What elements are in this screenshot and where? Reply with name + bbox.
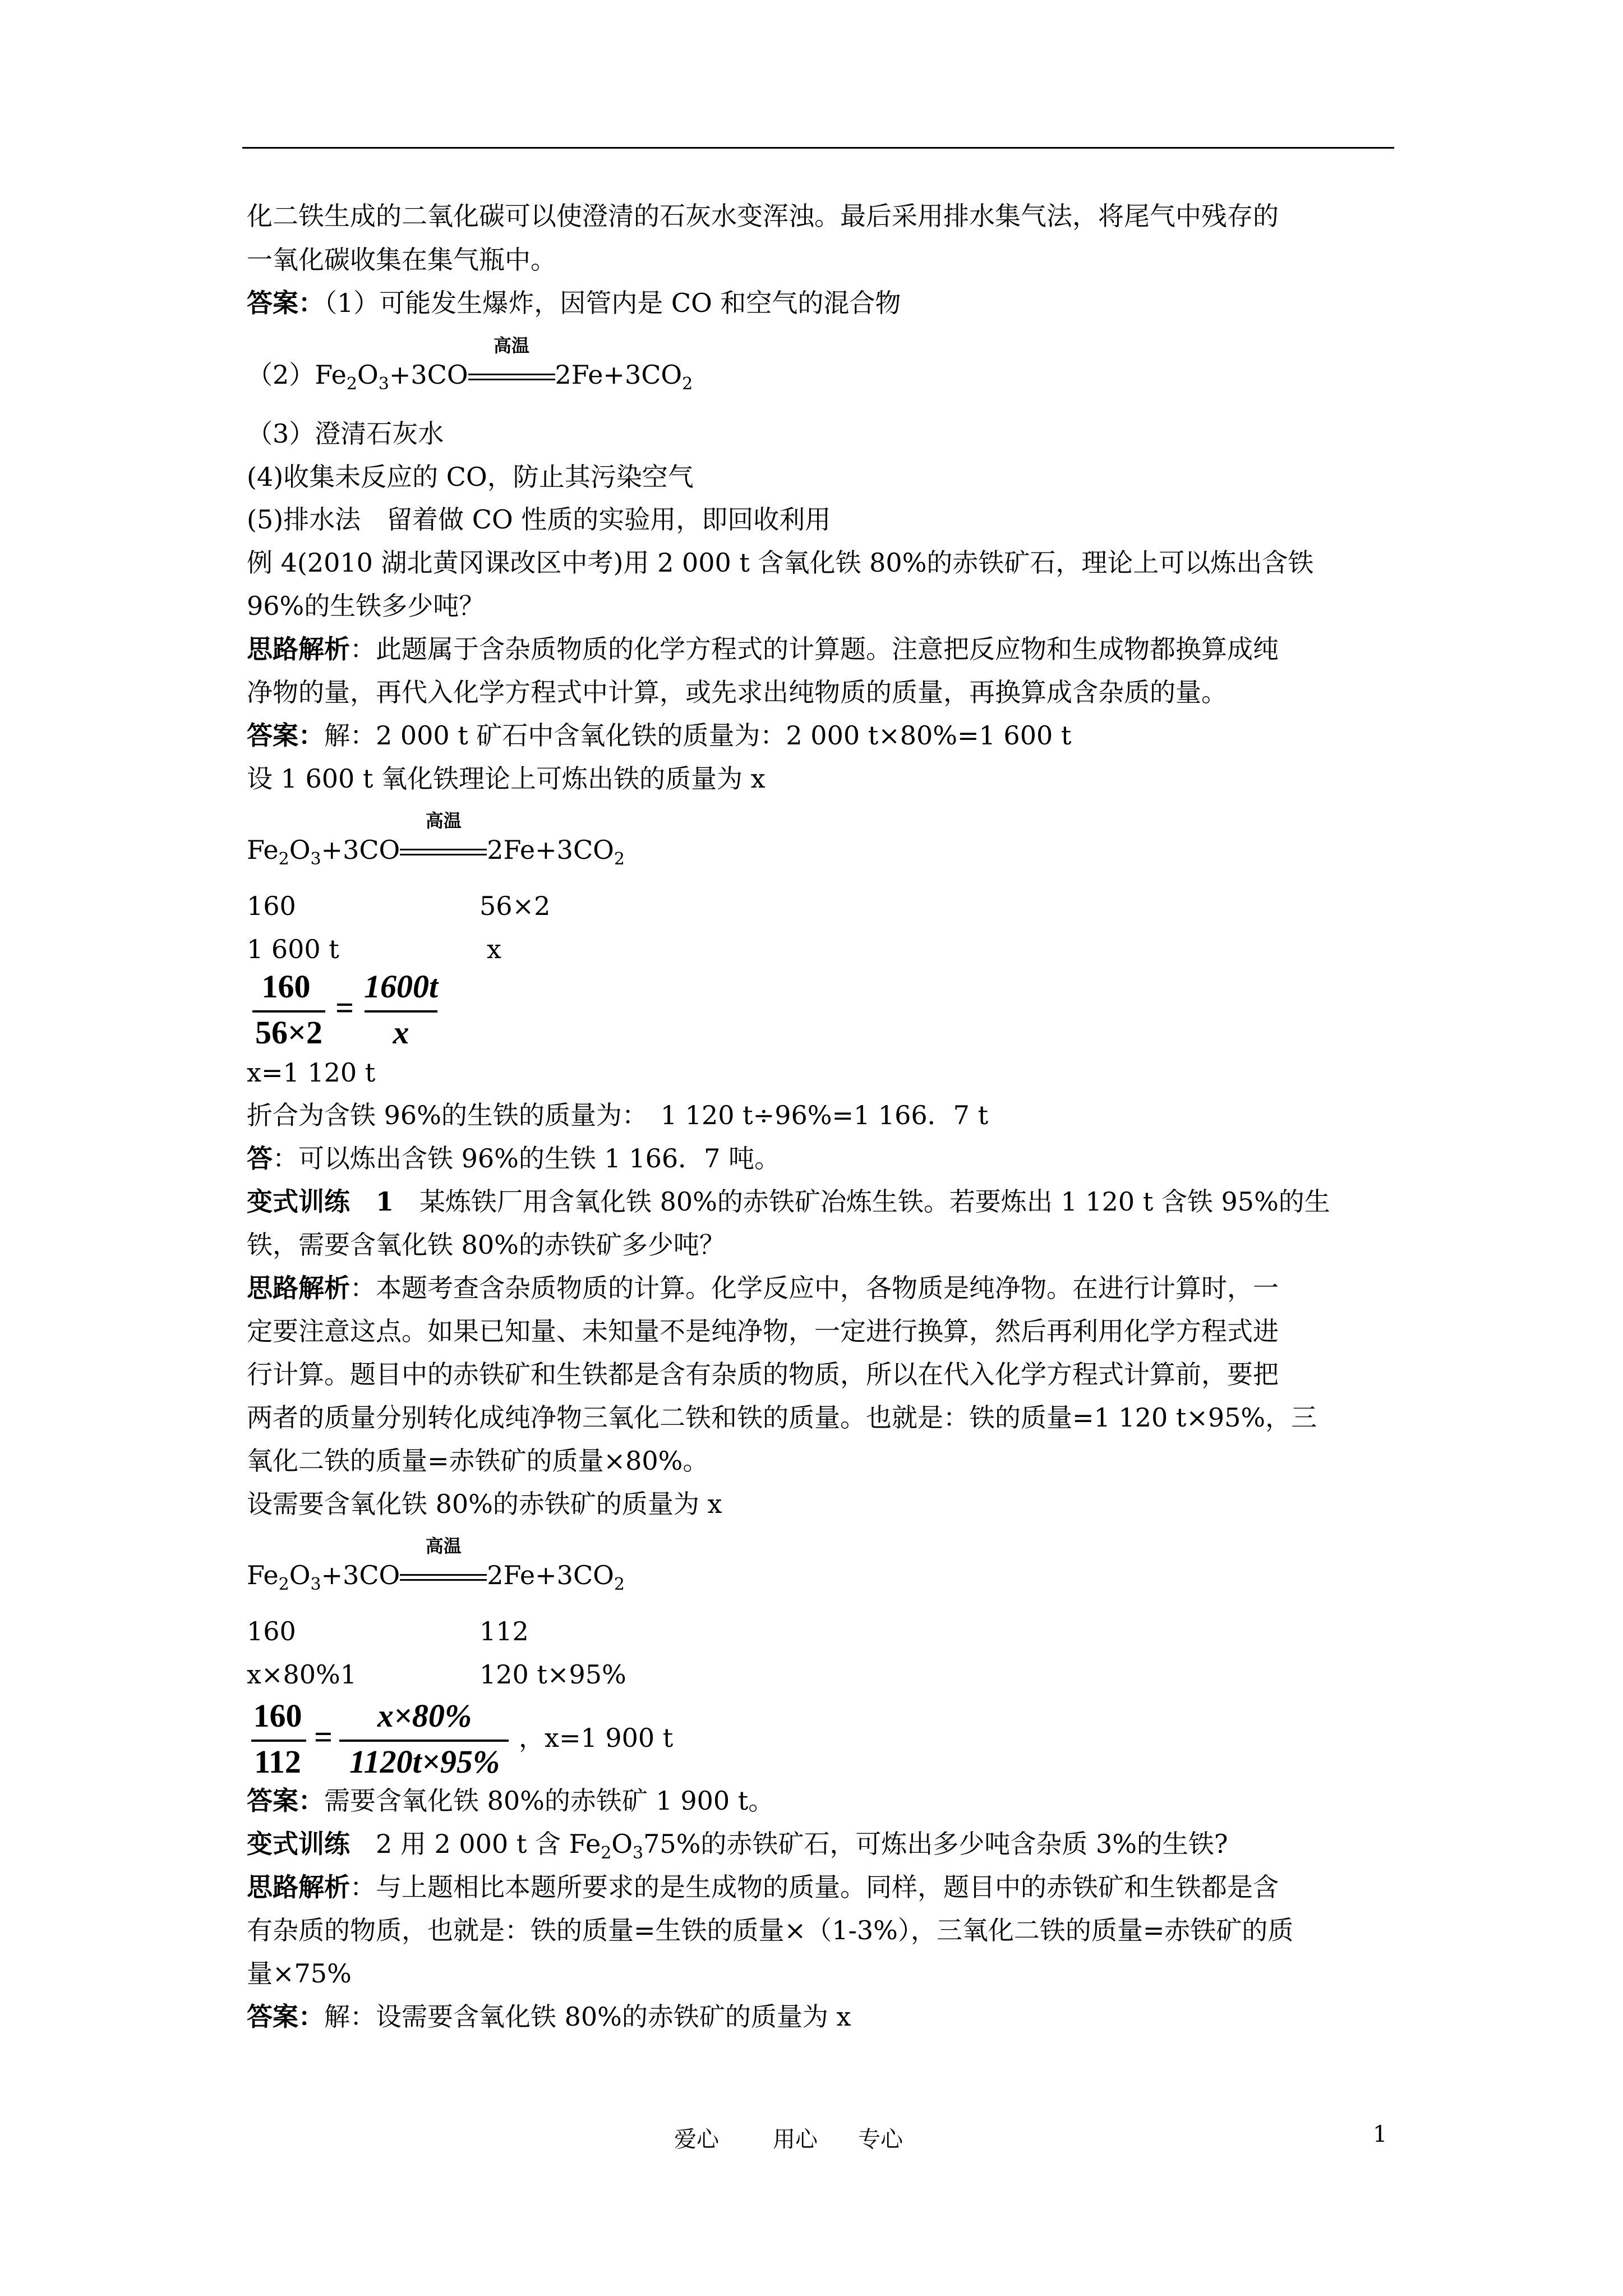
reactant-iron: Fe	[315, 360, 347, 390]
equals-sign: =	[335, 990, 354, 1026]
fraction-numerator: 1600t	[363, 968, 439, 1005]
result-text: ，x=1 900 t	[519, 1723, 674, 1753]
analysis-label: 思路解析	[247, 634, 350, 664]
text-line: 氧化二铁的质量=赤铁矿的质量×80%。	[247, 1446, 709, 1476]
text-line: 设需要含氧化铁 80%的赤铁矿的质量为 x	[247, 1489, 722, 1519]
text-line: 两者的质量分别转化成纯净物三氧化二铁和铁的质量。也就是：铁的质量=1 120 t×95%，三	[247, 1402, 1317, 1433]
analysis-label: 思路解析	[247, 1872, 350, 1902]
answer-line	[247, 2000, 851, 2033]
subscript: 2	[601, 1843, 612, 1863]
subscript: 3	[310, 1575, 321, 1594]
subscript: 2	[614, 1575, 625, 1594]
equation-line	[247, 810, 625, 869]
text-line: 定要注意这点。如果已知量、未知量不是纯净物，一定进行换算，然后再利用化学方程式进	[247, 1316, 1279, 1346]
text-line: 折合为含铁 96%的生铁的质量为： 1 120 t÷96%=1 166．7 t	[247, 1100, 989, 1130]
subscript: 3	[378, 374, 389, 394]
fraction-denominator: 1120t×95%	[349, 1743, 500, 1780]
fraction-numerator: 160	[261, 968, 311, 1005]
text-line: 96%的生铁多少吨？	[247, 591, 485, 621]
given-mass-left: 1 600 t	[247, 934, 339, 964]
subscript: 2	[278, 1575, 289, 1594]
subscript: 3	[310, 849, 321, 869]
analysis-line	[247, 1271, 1279, 1305]
equation-line	[247, 1535, 625, 1594]
reaction-arrow	[468, 335, 555, 392]
reaction-condition: 高温	[425, 1535, 462, 1557]
answer-text: （1）可能发生爆炸，因管内是 CO 和空气的混合物	[324, 288, 901, 318]
answer-line	[247, 1784, 774, 1818]
reaction-product: 2Fe+3CO	[487, 835, 614, 865]
fraction-denominator: x	[393, 1014, 409, 1051]
exercise-label: 变式训练 1	[247, 1186, 394, 1217]
molar-mass-left: 160	[247, 891, 296, 921]
answer-line	[247, 286, 901, 320]
answer-text: 解：2 000 t 矿石中含氧化铁的质量为：2 000 t×80%=1 600 t	[324, 720, 1072, 751]
text-line: （3）澄清石灰水	[247, 418, 444, 449]
header-rule	[242, 147, 1394, 149]
reactant-oxygen: O	[289, 835, 311, 865]
footer-motto-3: 专心	[858, 2127, 903, 2152]
item-number: （2）	[247, 360, 315, 390]
footer-motto-1: 爱心	[674, 2127, 719, 2152]
answer-line	[247, 719, 1071, 752]
reaction-product: 2Fe+3CO	[487, 1560, 614, 1590]
text-line: 行计算。题目中的赤铁矿和生铁都是含有杂质的物质，所以在代入化学方程式计算前，要把	[247, 1359, 1279, 1389]
exercise-title	[247, 1185, 1330, 1218]
equation-line	[247, 335, 693, 394]
exercise-text: 2 用 2 000 t 含 Fe	[350, 1829, 601, 1859]
subscript: 2	[278, 849, 289, 869]
reactant-oxygen: O	[357, 360, 379, 390]
text-line: 一氧化碳收集在集气瓶中。	[247, 245, 556, 275]
text-line: (4)收集未反应的 CO，防止其污染空气	[247, 462, 694, 492]
text-line: 铁，需要含氧化铁 80%的赤铁矿多少吨？	[247, 1230, 725, 1260]
answer-text: 解：设需要含氧化铁 80%的赤铁矿的质量为 x	[324, 2001, 851, 2032]
reactant-oxygen: O	[289, 1560, 311, 1590]
result-line: x=1 120 t	[247, 1057, 376, 1088]
reaction-arrow	[400, 810, 487, 867]
reactant-iron: Fe	[247, 1560, 279, 1590]
exercise-title	[247, 1827, 1228, 1861]
answer-label: 答案：	[247, 2001, 324, 2032]
given-mass-right: x	[487, 934, 501, 964]
footer-motto-2: 用心	[773, 2127, 818, 2152]
exercise-text: 某炼铁厂用含氧化铁 80%的赤铁矿冶炼生铁。若要炼出 1 120 t 含铁 95%的生	[394, 1186, 1330, 1217]
equals-sign: =	[314, 1719, 333, 1755]
reaction-condition: 高温	[494, 335, 530, 356]
fraction-numerator: 160	[253, 1697, 302, 1734]
text-line: 量×75%	[247, 1958, 352, 1989]
exercise-label: 变式训练	[247, 1829, 350, 1859]
fraction-bar	[252, 1010, 325, 1013]
answer-line	[247, 1142, 780, 1175]
reaction-product: 2Fe+3CO	[555, 360, 683, 390]
answer-text: ：可以炼出含铁 96%的生铁 1 166．7 吨。	[273, 1143, 781, 1174]
text-line: 净物的量，再代入化学方程式中计算，或先求出纯物质的质量，再换算成含杂质的量。	[247, 677, 1227, 707]
answer-text: 需要含氧化铁 80%的赤铁矿 1 900 t。	[324, 1786, 774, 1816]
reactant-iron: Fe	[247, 835, 279, 865]
reactant-oxygen: O	[611, 1829, 633, 1859]
given-mass-left: x×80%1	[247, 1659, 357, 1690]
subscript: 2	[346, 374, 357, 394]
reactant-co: +3CO	[321, 1560, 400, 1590]
subscript: 2	[614, 849, 625, 869]
proportion-fraction	[247, 1697, 516, 1787]
text-line: (5)排水法 留着做 CO 性质的实验用，即回收利用	[247, 504, 831, 535]
fraction-bar	[339, 1740, 509, 1742]
molar-mass-left: 160	[247, 1616, 296, 1646]
text-line: 设 1 600 t 氧化铁理论上可炼出铁的质量为 x	[247, 763, 766, 794]
answer-label: 答案：	[247, 288, 324, 318]
answer-label: 答	[247, 1143, 273, 1174]
fraction-denominator: 112	[254, 1743, 301, 1780]
reactant-co: +3CO	[389, 360, 468, 390]
analysis-text: ：此题属于含杂质物质的化学方程式的计算题。注意把反应物和生成物都换算成纯	[350, 634, 1279, 664]
molar-mass-right: 56×2	[479, 891, 551, 921]
exercise-text: 75%的赤铁矿石，可炼出多少吨含杂质 3%的生铁?	[643, 1829, 1228, 1859]
reaction-condition: 高温	[425, 810, 462, 831]
molar-mass-right: 112	[479, 1616, 529, 1646]
fraction-numerator: x×80%	[377, 1697, 472, 1734]
subscript: 2	[682, 374, 693, 394]
analysis-line	[247, 1870, 1279, 1904]
answer-label: 答案：	[247, 1786, 324, 1816]
analysis-label: 思路解析	[247, 1273, 350, 1303]
reaction-arrow	[400, 1535, 487, 1592]
example-title: 例 4(2010 湖北黄冈课改区中考)用 2 000 t 含氧化铁 80%的赤铁矿石，理论上可以炼出含铁	[247, 547, 1314, 578]
proportion-fraction	[247, 968, 449, 1057]
fraction-bar	[365, 1010, 437, 1013]
fraction-denominator: 56×2	[255, 1014, 323, 1051]
page-number: 1	[1373, 2122, 1387, 2147]
fraction-bar	[251, 1740, 306, 1742]
reactant-co: +3CO	[321, 835, 400, 865]
text-line: 有杂质的物质，也就是：铁的质量=生铁的质量×（1-3%），三氧化二铁的质量=赤铁矿的质	[247, 1915, 1294, 1945]
text-line: 化二铁生成的二氧化碳可以使澄清的石灰水变浑浊。最后采用排水集气法，将尾气中残存的	[247, 201, 1279, 231]
analysis-line	[247, 632, 1279, 666]
subscript: 3	[633, 1843, 644, 1863]
analysis-text: ：本题考查含杂质物质的计算。化学反应中，各物质是纯净物。在进行计算时，一	[350, 1273, 1279, 1303]
given-mass-right: 120 t×95%	[479, 1659, 626, 1690]
analysis-text: ：与上题相比本题所要求的是生成物的质量。同样，题目中的赤铁矿和生铁都是含	[350, 1872, 1279, 1902]
answer-label: 答案：	[247, 720, 324, 751]
